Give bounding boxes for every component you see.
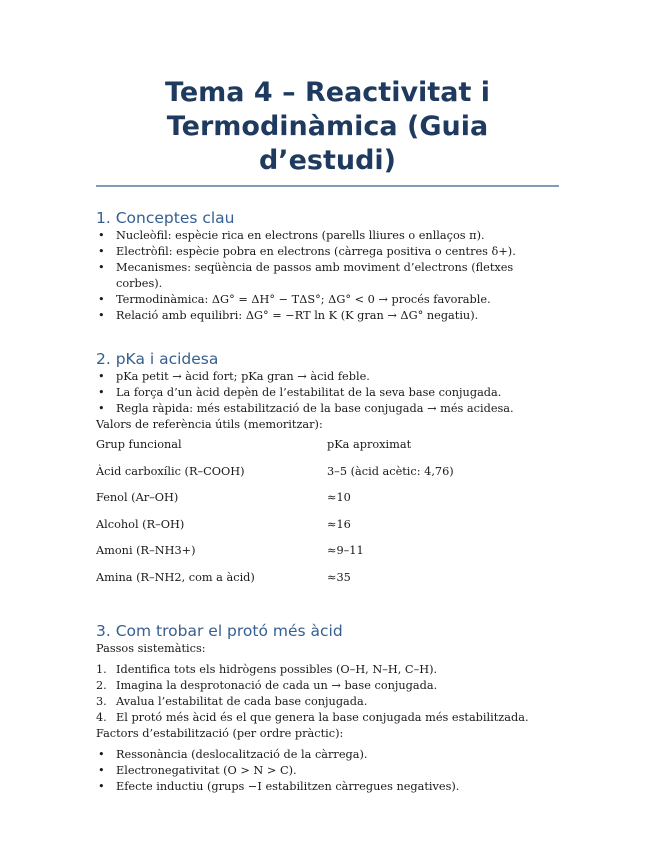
section-conceptes-clau — [96, 208, 559, 324]
list-number: 3. — [96, 695, 107, 708]
list-number: 1. — [96, 663, 107, 676]
section-pka-acidesa — [96, 349, 559, 596]
table-cell: Alcohol (R–OH) — [96, 517, 185, 531]
list-item: • Relació amb equilibri: ΔG° = −RT ln K (K gran → ΔG° negatiu). — [96, 308, 559, 324]
list-text: Identifica tots els hidrògens possibles (O–H, N–H, C–H). — [116, 663, 438, 676]
list-item — [96, 678, 559, 694]
list-item: • Termodinàmica: ΔG° = ΔH° − TΔS°; ΔG° < 0 → procés favorable. — [96, 292, 559, 308]
table-row — [96, 464, 559, 491]
numbered-list — [96, 662, 559, 726]
list-item: • Nucleòfil: espècie rica en electrons (parells lliures o enllaços π). — [96, 228, 559, 244]
table-cell: ≈16 — [327, 517, 351, 531]
table-row — [96, 543, 559, 570]
bullet-list — [96, 369, 559, 417]
table-cell: ≈9–11 — [327, 544, 364, 557]
table-row — [96, 570, 559, 597]
table-header-row — [96, 437, 559, 464]
table-cell: Amoni (R–NH3+) — [96, 544, 196, 557]
document-title: Tema 4 – Reactivitat i Termodinàmica (Guia d’estudi) — [96, 76, 559, 187]
table-header-cell: Grup funcional — [96, 438, 182, 451]
table-cell: ≈10 — [327, 491, 351, 504]
table-cell: 3–5 (àcid acètic: 4,76) — [327, 464, 454, 478]
bullet-list — [96, 228, 559, 324]
table-intro: Valors de referència útils (memoritzar): — [96, 418, 323, 431]
list-item: • Electròfil: espècie pobra en electrons (càrrega positiva o centres δ+). — [96, 244, 559, 260]
steps-intro: Passos sistemàtics: — [96, 642, 206, 655]
list-text: Imagina la desprotonació de cada un → base conjugada. — [116, 679, 438, 692]
list-item: • La força d’un àcid depèn de l’estabilitat de la seva base conjugada. — [96, 385, 559, 401]
list-item: • pKa petit → àcid fort; pKa gran → àcid feble. — [96, 369, 559, 385]
list-text: El protó més àcid és el que genera la base conjugada més estabilitzada. — [116, 711, 529, 724]
section-heading: 3. Com trobar el protó més àcid — [96, 622, 343, 640]
list-item: • Electronegativitat (O > N > C). — [96, 763, 559, 779]
table-cell: ≈35 — [327, 570, 351, 584]
table-header-cell: pKa aproximat — [327, 438, 412, 451]
list-item: • Regla ràpida: més estabilització de la base conjugada → més acidesa. — [96, 401, 559, 417]
table-row — [96, 490, 559, 517]
section-heading: 1. Conceptes clau — [96, 209, 235, 227]
pka-table — [96, 437, 559, 596]
table-cell: Àcid carboxílic (R–COOH) — [96, 464, 245, 478]
section-proto-mes-acid — [96, 621, 559, 795]
bullet-list — [96, 747, 559, 795]
list-number: 4. — [96, 711, 107, 724]
list-number: 2. — [96, 679, 107, 692]
list-item: • Ressonància (deslocalització de la càrrega). — [96, 747, 559, 763]
list-text: Avalua l’estabilitat de cada base conjugada. — [116, 695, 368, 708]
list-item — [96, 662, 559, 678]
table-cell: Fenol (Ar–OH) — [96, 491, 179, 504]
list-item: • Mecanismes: seqüència de passos amb moviment d’electrons (fletxes corbes). — [96, 260, 559, 292]
list-item — [96, 710, 559, 726]
document-page — [96, 76, 559, 795]
section-heading: 2. pKa i acidesa — [96, 350, 219, 368]
table-cell: Amina (R–NH2, com a àcid) — [96, 570, 255, 584]
factors-intro: Factors d’estabilització (per ordre pràctic): — [96, 727, 344, 740]
list-item: • Efecte inductiu (grups −I estabilitzen càrregues negatives). — [96, 779, 559, 795]
table-row — [96, 517, 559, 544]
list-item — [96, 694, 559, 710]
